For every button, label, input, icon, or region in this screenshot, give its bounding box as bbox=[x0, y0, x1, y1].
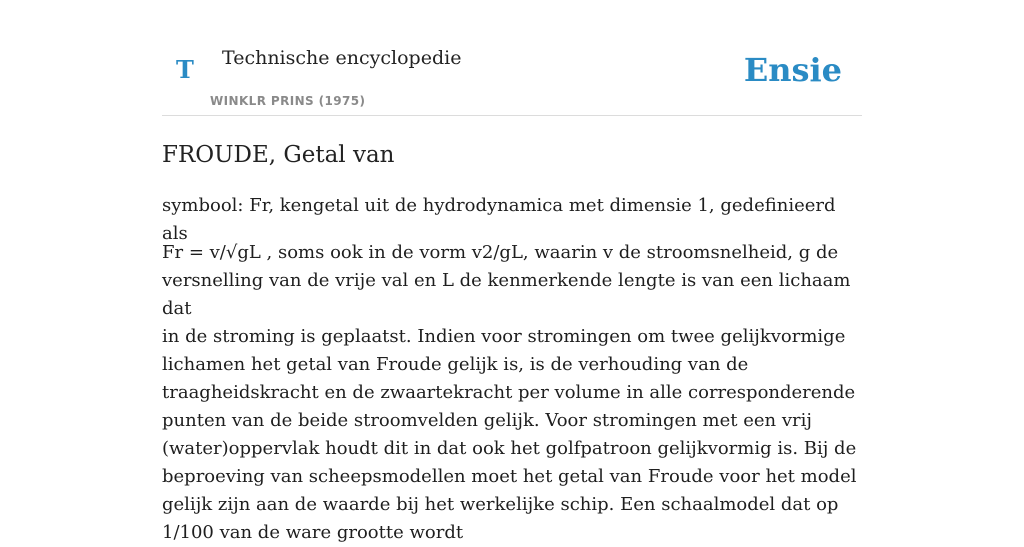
article-paragraph: symbool: Fr, kengetal uit de hydrodynamica met dimensie 1, gedefinieerd als bbox=[162, 195, 836, 244]
article-title: FROUDE, Getal van bbox=[162, 142, 395, 168]
book-title[interactable]: Technische encyclopedie bbox=[222, 47, 462, 69]
book-letter-icon[interactable]: T bbox=[176, 55, 194, 84]
header bbox=[162, 0, 862, 116]
article-paragraph: Fr = v/√gL , soms ook in de vorm v2/gL, waarin v de stroomsnelheid, g de versnelling van de vrije val en L de kenmerkende lengte is van een lichaam dat bbox=[162, 242, 851, 319]
article-paragraph: in de stroming is geplaatst. Indien voor stromingen om twee gelijkvormige lichamen het getal van Froude gelijk is, is de verhouding van de traagheidskracht en de zwaartekracht per volume in alle corresponderende punten van de beide stroomvelden gelijk. Voor stromingen met een vrij (water)oppervlak houdt dit in dat ook het golfpatroon gelijkvormig is. Bij de beproeving van scheepsmodellen moet het getal van Froude voor het model gelijk zijn aan de waarde bij het werkelijke schip. Een schaalmodel dat op 1/100 van de ware grootte wordt bbox=[162, 326, 857, 543]
book-source: WINKLR PRINS (1975) bbox=[210, 94, 366, 108]
page bbox=[162, 0, 862, 543]
brand-logo[interactable]: Ensie bbox=[743, 51, 842, 89]
